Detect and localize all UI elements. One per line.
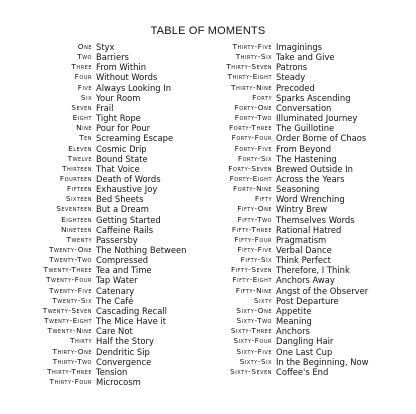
toc-number: Fifty xyxy=(254,194,272,204)
toc-entry-title: Tension xyxy=(96,366,128,377)
toc-number: Sixty xyxy=(253,295,272,305)
toc-number: Twenty-Four xyxy=(46,275,92,285)
toc-entry-title: Dangling Hair xyxy=(276,336,334,347)
toc-row xyxy=(0,184,416,194)
toc-number: Fifteen xyxy=(66,184,92,194)
toc-entry-title: Your Room xyxy=(96,92,141,103)
toc-entry-title: Frail xyxy=(96,102,114,113)
toc-entry-title: The Café xyxy=(96,295,134,306)
toc-row xyxy=(0,93,416,103)
toc-entry-title: Sparks Ascending xyxy=(276,92,351,103)
toc-row xyxy=(0,133,416,143)
toc-entry-title: Across the Years xyxy=(276,173,345,184)
toc-number: Fifty-One xyxy=(237,204,272,214)
toc-number: Twenty-Two xyxy=(49,255,92,265)
toc-entry-title: Death of Words xyxy=(96,173,161,184)
toc-entry-title: Post Departure xyxy=(276,295,339,306)
toc-number: Fifty-Two xyxy=(237,214,272,224)
toc-entry-title: Verbal Dance xyxy=(276,245,332,255)
toc-row xyxy=(0,316,416,326)
toc-row xyxy=(0,144,416,154)
toc-number: Thirty-Two xyxy=(52,356,92,366)
toc-number: Thirty-Four xyxy=(49,376,92,386)
toc-entry-title: From Within xyxy=(96,62,147,73)
toc-row xyxy=(0,123,416,133)
toc-number: Three xyxy=(71,62,92,72)
toc-number: Fifty-Nine xyxy=(235,285,272,295)
toc-row xyxy=(0,377,208,387)
toc-number: Twenty-Eight xyxy=(44,316,92,326)
toc-entry-title: Wintry Brew xyxy=(276,204,328,215)
toc-row xyxy=(0,296,416,306)
toc-number: Forty-One xyxy=(234,102,272,112)
toc-entry-title: Order Borne of Chaos xyxy=(276,133,367,144)
toc-number: Twelve xyxy=(67,153,92,163)
toc-entry-title: Tap Water xyxy=(96,275,138,286)
toc-entry-title: Catenary xyxy=(96,285,135,296)
toc-entry-title: Microcosm xyxy=(96,376,141,387)
toc-entry-title: Pour for Pour xyxy=(96,123,151,134)
toc-entry-title: Coffee's End xyxy=(276,366,329,377)
toc-number: Twenty-Five xyxy=(49,285,92,295)
toc-number: Sixty-One xyxy=(236,305,272,315)
toc-entry-title: Screaming Escape xyxy=(96,133,174,144)
toc-number: Eight xyxy=(72,113,92,123)
toc-number: Fifty-Four xyxy=(234,234,272,244)
toc-row xyxy=(0,286,416,296)
toc-row xyxy=(0,245,416,255)
toc-row xyxy=(0,113,416,123)
toc-number: Four xyxy=(74,72,92,82)
toc-number: Thirty-Three xyxy=(46,366,92,376)
toc-entry-title: Passersby xyxy=(96,234,138,245)
toc-entry-title: Without Words xyxy=(96,72,158,83)
toc-row xyxy=(0,255,416,265)
toc-row xyxy=(0,164,416,174)
toc-row xyxy=(0,235,416,245)
toc-row xyxy=(0,367,416,377)
toc-number: Thirty-Five xyxy=(232,42,272,51)
toc-entry-title: Steady xyxy=(276,72,306,83)
toc-entry-title: From Beyond xyxy=(276,143,332,154)
toc-entry-title: Barriers xyxy=(96,52,129,63)
toc-entry-title: Tight Rope xyxy=(96,113,141,124)
page-title: TABLE OF MOMENTS xyxy=(150,25,266,37)
toc-entry-title: Convergence xyxy=(96,356,152,367)
toc-entry-title: Imaginings xyxy=(276,42,323,52)
toc-number: Twenty-Six xyxy=(52,295,92,305)
toc-number: Thirty-Seven xyxy=(226,62,272,72)
toc-entry-title: The Nothing Between xyxy=(96,245,187,255)
toc-row xyxy=(0,174,416,184)
toc-row xyxy=(0,336,416,346)
toc-entry-title: Tea and Time xyxy=(96,265,152,276)
toc-entry-title: Caffeine Rails xyxy=(96,224,154,235)
toc-row xyxy=(0,154,416,164)
toc-number: Forty-Nine xyxy=(233,184,272,194)
toc-number: Seven xyxy=(71,102,92,112)
toc-row xyxy=(0,194,416,204)
toc-entry-title: Brewed Outside In xyxy=(276,163,353,174)
toc-row xyxy=(0,42,416,52)
toc-row xyxy=(0,275,416,285)
toc-number: Forty-Six xyxy=(237,153,272,163)
toc-number: Forty xyxy=(252,92,272,102)
toc-number: Sixty-Five xyxy=(236,346,272,356)
toc-entry-title: Themselves Words xyxy=(276,214,355,225)
toc-entry-title: Word Wrenching xyxy=(276,194,345,205)
toc-number: Sixty-Six xyxy=(239,356,272,366)
toc-entry-title: Styx xyxy=(96,42,115,52)
toc-entry-title: Illuminated Journey xyxy=(276,113,358,124)
toc-number: Thirteen xyxy=(62,163,92,173)
toc-number: Forty-Three xyxy=(229,123,272,133)
toc-number: Fifty-Seven xyxy=(231,265,272,275)
toc-number: Twenty xyxy=(66,234,92,244)
toc-row xyxy=(0,103,416,113)
toc-entry-title: One Last Cup xyxy=(276,346,333,357)
toc-number: Sixty-Three xyxy=(230,326,272,336)
toc-number: Five xyxy=(77,82,92,92)
toc-number: Sixty-Two xyxy=(236,316,272,326)
toc-entry-title: Compressed xyxy=(96,255,149,266)
toc-entry-title: Conversation xyxy=(276,102,332,113)
toc-entry-title: Precoded xyxy=(276,82,315,93)
toc-number: Fourteen xyxy=(59,173,92,183)
toc-number: Sixty-Four xyxy=(233,336,272,346)
toc-entry-title: Getting Started xyxy=(96,214,161,225)
toc-entry-title: Bed Sheets xyxy=(96,194,144,205)
toc-row xyxy=(0,265,416,275)
toc-number: Fifty-Five xyxy=(237,245,272,254)
toc-row xyxy=(0,62,416,72)
toc-number: Six xyxy=(80,92,92,102)
toc-entry-title: Care Not xyxy=(96,326,133,337)
toc-entry-title: Meaning xyxy=(276,316,312,327)
toc-number: Eleven xyxy=(68,143,92,153)
toc-entry-title: The Mice Have it xyxy=(96,316,167,327)
toc-entry-title: Take and Give xyxy=(276,52,335,63)
toc-entry-title: Exhaustive Joy xyxy=(96,184,158,195)
toc-number: Twenty-One xyxy=(48,245,92,254)
toc-number: Thirty-Eight xyxy=(227,72,272,82)
toc-number: Fifty-Three xyxy=(231,224,272,234)
toc-number: Fifty-Six xyxy=(240,255,272,265)
toc-number: Twenty-Nine xyxy=(47,326,92,336)
toc-row xyxy=(0,83,416,93)
toc-number: Sixty-Seven xyxy=(230,366,272,376)
toc-entry-title: Anchors xyxy=(276,326,310,337)
toc-row xyxy=(0,225,416,235)
toc-row xyxy=(0,215,416,225)
toc-entry-title: Think Perfect xyxy=(276,255,331,266)
toc-entry-title: Appetite xyxy=(276,305,312,316)
toc-entry-title: Angst of the Observer xyxy=(276,285,369,296)
toc-entry-title: Rational Hatred xyxy=(276,224,342,235)
toc-entry-title: Bound State xyxy=(96,153,148,164)
toc-number: Forty-Four xyxy=(231,133,272,143)
toc-entry-title: Anchors Away xyxy=(276,275,335,286)
toc-entry-title: The Guillotine xyxy=(276,123,335,134)
toc-entry-title: Seasoning xyxy=(276,184,320,195)
toc-entry-title: Dendritic Sip xyxy=(96,346,150,357)
toc-number: Thirty-Nine xyxy=(230,82,272,92)
toc-number: Seventeen xyxy=(56,204,92,214)
toc-row xyxy=(0,306,416,316)
toc-number: One xyxy=(77,42,92,51)
toc-entry-title: Therefore, I Think xyxy=(276,265,350,276)
toc-row xyxy=(0,357,416,367)
toc-number: Thirty xyxy=(70,336,92,346)
toc-entry-title: Always Looking In xyxy=(96,82,172,93)
toc-row xyxy=(0,204,416,214)
toc-entry-title: Half the Story xyxy=(96,336,154,347)
toc-row xyxy=(0,347,416,357)
toc-number: Two xyxy=(77,52,92,62)
toc-number: Fifty-Eight xyxy=(232,275,272,285)
toc-entry-title: But a Dream xyxy=(96,204,149,215)
toc-number: Forty-Five xyxy=(234,143,272,153)
toc-number: Eighteen xyxy=(61,214,92,224)
toc-number: Thirty-Six xyxy=(235,52,272,62)
toc-number: Thirty-One xyxy=(52,346,92,356)
toc-number: Twenty-Seven xyxy=(42,305,92,315)
toc-entry-title: Cascading Recall xyxy=(96,305,167,316)
toc-number: Nine xyxy=(76,123,92,133)
toc-number: Forty-Eight xyxy=(229,173,272,183)
toc-entry-title: In the Beginning, Now xyxy=(276,356,369,367)
toc-number: Forty-Seven xyxy=(228,163,272,173)
toc-row xyxy=(0,52,416,62)
toc-entry-title: Cosmic Drip xyxy=(96,143,147,154)
toc-row xyxy=(0,72,416,82)
toc-number: Nineteen xyxy=(60,224,92,234)
toc-number: Twenty-Three xyxy=(43,265,92,275)
toc-number: Sixteen xyxy=(65,194,92,204)
toc-entry-title: The Hastening xyxy=(276,153,337,164)
toc-entry-title: That Voice xyxy=(96,163,140,174)
toc-number: Forty-Two xyxy=(234,113,272,123)
toc-entry-title: Patrons xyxy=(276,62,308,73)
toc-entry-title: Pragmatism xyxy=(276,234,327,245)
toc-number: Ten xyxy=(79,133,92,143)
toc-row xyxy=(0,326,416,336)
